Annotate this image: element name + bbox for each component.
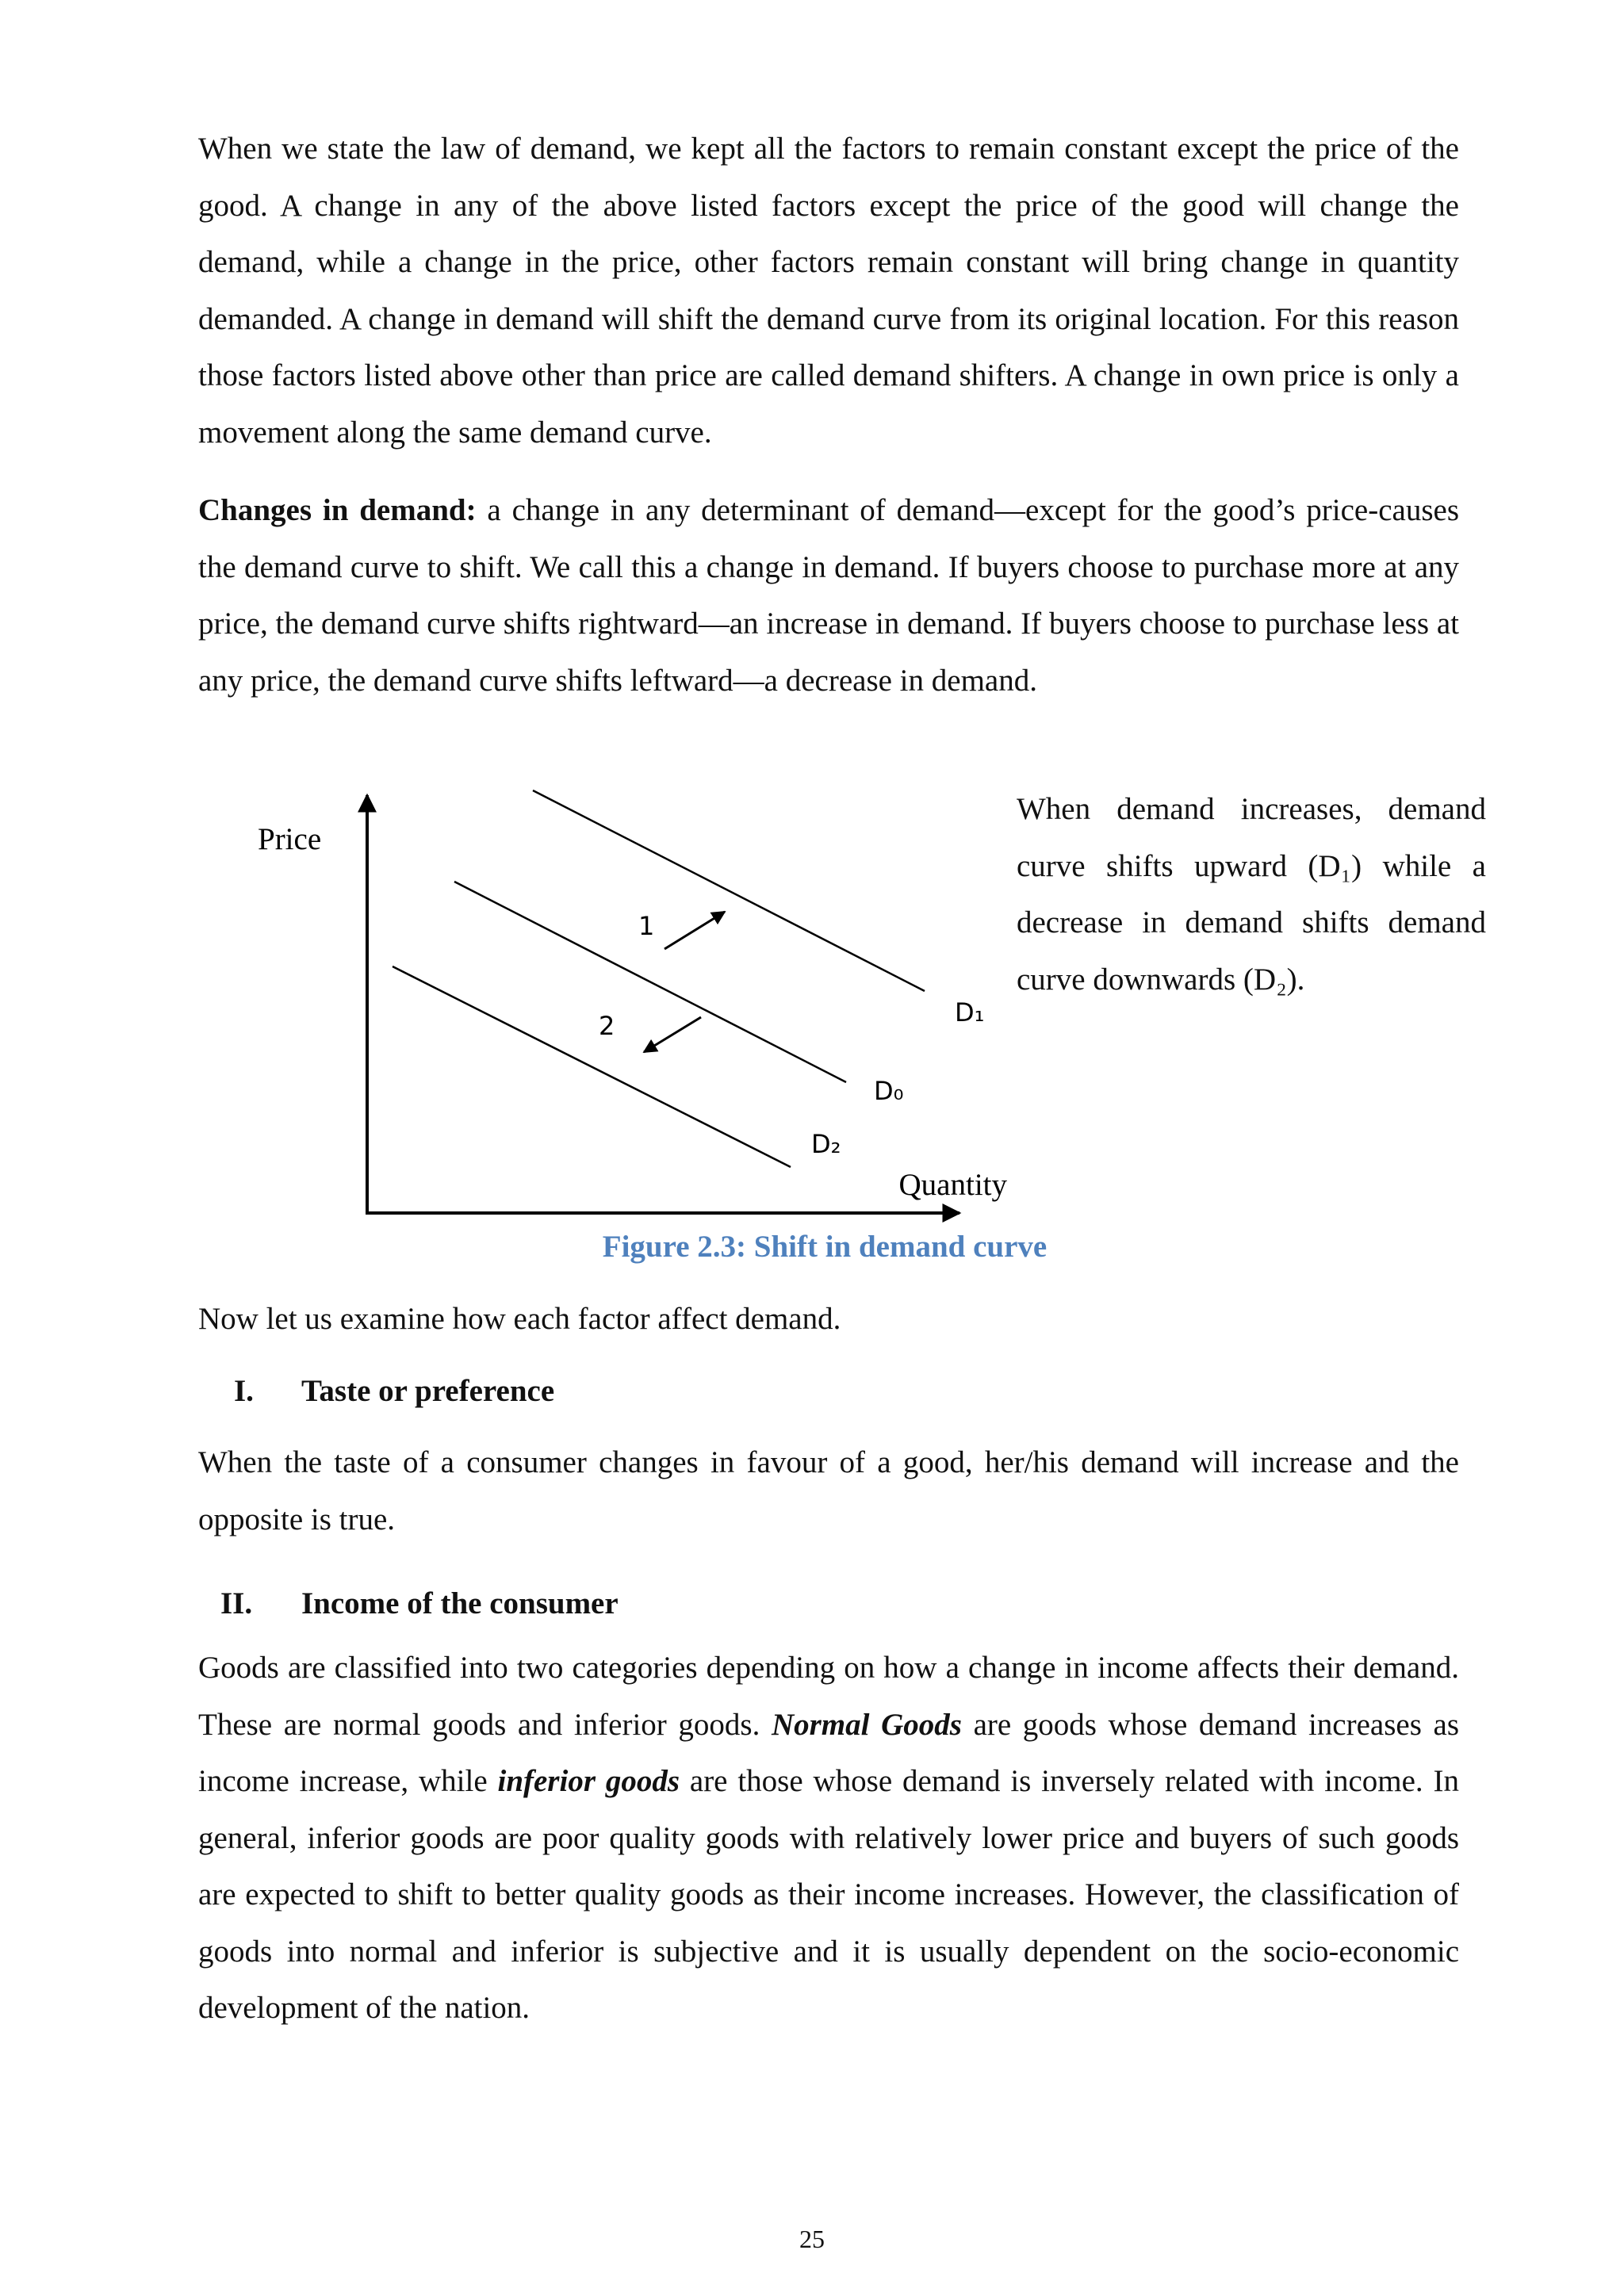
examine-paragraph: Now let us examine how each factor affect demand. [198, 1302, 841, 1336]
demand-shift-figure [222, 773, 1015, 1225]
income-text-2: are goods whose demand increases as income increase, while [198, 1707, 1459, 1798]
taste-paragraph: When the taste of a consumer changes in favour of a good, her/his demand will increase and the opposite is true. [198, 1445, 1459, 1536]
changes-in-demand-paragraph [198, 482, 1459, 709]
increase-arrow [665, 912, 725, 949]
arrow-label-2: 2 [599, 1011, 615, 1041]
inferior-goods-term: inferior goods [497, 1764, 680, 1798]
income-text-1: Goods are classified into two categories depending on how a change in income affects their demand. These are normal goods and inferior goods. [198, 1651, 1459, 1742]
arrow-label-1: 1 [638, 911, 655, 941]
income-paragraph [198, 1640, 1459, 2037]
intro-paragraph: When we state the law of demand, we kept all the factors to remain constant except the price of the good. A change in any of the above listed factors except the price of the good will change the demand, while a change in the price, other factors remain constant will bring change in quantity demanded. A change in demand will shift the demand curve from its original location. For this reason those factors listed above other than price are called demand shifters. A change in own price is only a movement along the same demand curve. [198, 132, 1459, 450]
heading-income-title: Income of the consumer [301, 1586, 619, 1621]
figure-side-text: When demand increases, demand curve shifts upward (D₁) while a decrease in demand shifts demand curve downwards (D₂). [1017, 792, 1486, 997]
curve-label-d1: D₁ [955, 997, 985, 1027]
y-axis-label: Price [258, 822, 322, 856]
decrease-arrow [644, 1017, 701, 1052]
normal-goods-term: Normal Goods [771, 1707, 962, 1742]
heading-taste-number: I. [234, 1374, 254, 1408]
curve-label-d2: D₂ [811, 1129, 841, 1159]
changes-in-demand-body: a change in any determinant of demand—except for the good’s price-causes the demand curve to shift. We call this a change in demand. If buyers choose to purchase more at any price, the demand curve shifts rightward—an increase in demand. If buyers choose to purchase less at any price, the demand curve shifts leftward—a decrease in demand. [198, 493, 1459, 698]
demand-curve-d2 [393, 966, 791, 1167]
page-number: 25 [799, 2225, 825, 2253]
heading-income-number: II. [220, 1586, 253, 1621]
income-text-3: are those whose demand is inversely related with income. In general, inferior goods are poor quality goods with relatively lower price and buyers of such goods are expected to shift to better quality goods as their income increases. However, the classification of goods into normal and inferior is subjective and it is usually dependent on the socio-economic development of the nation. [198, 1764, 1459, 2025]
changes-in-demand-lead: Changes in demand: [198, 493, 477, 527]
x-axis-label: Quantity [898, 1168, 1007, 1202]
heading-taste-title: Taste or preference [301, 1374, 555, 1408]
figure-caption: Figure 2.3: Shift in demand curve [602, 1230, 1048, 1264]
demand-curve-d1 [533, 790, 925, 991]
curve-label-d0: D₀ [874, 1076, 904, 1106]
